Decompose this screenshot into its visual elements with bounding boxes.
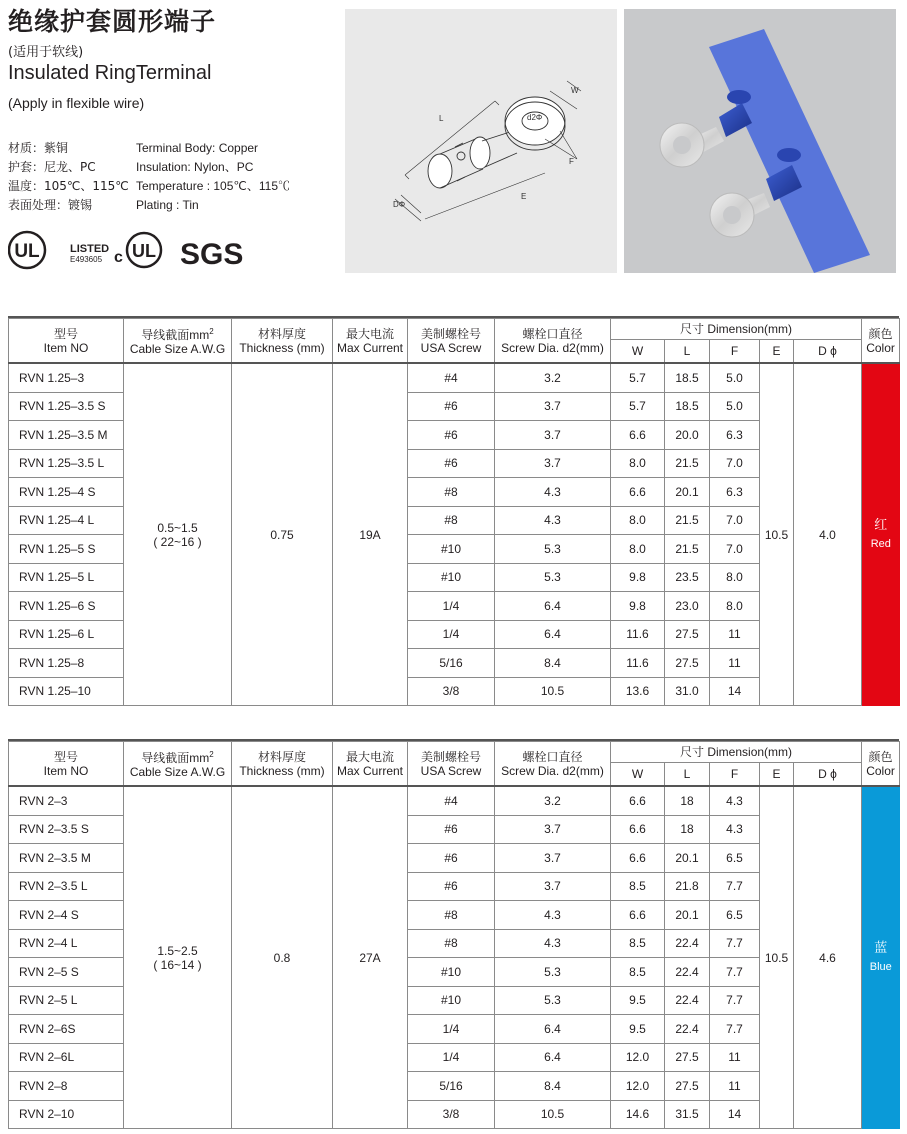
item-no: RVN 2–5 S [9, 958, 124, 987]
dim-f: 5.0 [710, 392, 760, 421]
dim-l: 23.5 [665, 563, 710, 592]
dim-w: 8.5 [611, 929, 665, 958]
cul-c-text: c [114, 249, 123, 266]
dim-l: 20.1 [665, 901, 710, 930]
screw-dia: 8.4 [495, 649, 611, 678]
dim-f: 14 [710, 1100, 760, 1129]
item-no: RVN 2–5 L [9, 986, 124, 1015]
cul-logo-icon [127, 233, 161, 267]
dim-w: 5.7 [611, 392, 665, 421]
dim-w: 8.0 [611, 506, 665, 535]
usa-screw: 1/4 [408, 620, 495, 649]
hd-e: E [760, 763, 794, 787]
dim-l: 18.5 [665, 363, 710, 392]
dim-f: 7.7 [710, 986, 760, 1015]
usa-screw: #8 [408, 506, 495, 535]
hd-color: 颜色 Color [862, 742, 900, 787]
dim-l: 22.4 [665, 958, 710, 987]
dim-f: 6.5 [710, 901, 760, 930]
item-no: RVN 2–6L [9, 1043, 124, 1072]
screw-dia: 4.3 [495, 901, 611, 930]
hd-thickness: 材料厚度 Thickness (mm) [232, 742, 333, 787]
dim-l: 27.5 [665, 620, 710, 649]
dim-f: 11 [710, 649, 760, 678]
dim-w: 9.5 [611, 986, 665, 1015]
hd-current: 最大电流 Max Current [333, 319, 408, 364]
item-no: RVN 1.25–8 [9, 649, 124, 678]
hd-d: D ϕ [794, 340, 862, 364]
dim-w: 8.0 [611, 449, 665, 478]
dim-w: 12.0 [611, 1043, 665, 1072]
dim-f: 4.3 [710, 815, 760, 844]
dim-l: 27.5 [665, 649, 710, 678]
screw-dia: 8.4 [495, 1072, 611, 1101]
table-row [9, 363, 900, 392]
usa-screw: #6 [408, 392, 495, 421]
screw-dia: 3.7 [495, 421, 611, 450]
usa-screw: #6 [408, 421, 495, 450]
dim-w: 6.6 [611, 844, 665, 873]
screw-dia: 3.7 [495, 872, 611, 901]
dim-f: 14 [710, 677, 760, 706]
item-no: RVN 1.25–3.5 S [9, 392, 124, 421]
dim-l: 20.0 [665, 421, 710, 450]
item-no: RVN 1.25–5 L [9, 563, 124, 592]
screw-dia: 10.5 [495, 677, 611, 706]
spec-list-en [136, 139, 290, 215]
dim-l: 21.5 [665, 506, 710, 535]
dim-f: 11 [710, 1043, 760, 1072]
product-photo [624, 9, 896, 273]
spec-list-cn [8, 139, 129, 215]
screw-dia: 5.3 [495, 958, 611, 987]
dim-f: 8.0 [710, 592, 760, 621]
page-title-cn: 绝缘护套圆形端子 [8, 7, 217, 36]
dim-l: 18 [665, 786, 710, 815]
hd-l: L [665, 763, 710, 787]
dim-w: 9.8 [611, 592, 665, 621]
dim-w: 6.6 [611, 901, 665, 930]
diagram-label-l: L [439, 114, 444, 123]
hd-color: 颜色 Color [862, 319, 900, 364]
dim-f: 7.0 [710, 449, 760, 478]
hd-f: F [710, 763, 760, 787]
certification-logos [8, 228, 248, 272]
screw-dia: 4.3 [495, 506, 611, 535]
item-no: RVN 1.25–6 S [9, 592, 124, 621]
item-no: RVN 2–3.5 L [9, 872, 124, 901]
item-no: RVN 1.25–3.5 M [9, 421, 124, 450]
sgs-logo-text: SGS [180, 238, 244, 271]
color-swatch: 蓝 Blue [862, 786, 900, 1129]
item-no: RVN 1.25–6 L [9, 620, 124, 649]
page-subtitle-cn: (适用于软线) [8, 45, 84, 60]
usa-screw: #4 [408, 363, 495, 392]
dim-l: 21.8 [665, 872, 710, 901]
spec-material-en: Terminal Body: Copper [136, 141, 259, 155]
dim-l: 20.1 [665, 844, 710, 873]
dim-f: 8.0 [710, 563, 760, 592]
item-no: RVN 1.25–4 S [9, 478, 124, 507]
screw-dia: 4.3 [495, 929, 611, 958]
thickness: 0.75 [232, 363, 333, 706]
dim-w: 8.0 [611, 535, 665, 564]
dim-f: 6.3 [710, 478, 760, 507]
hd-screw: 美制螺栓号 USA Screw [408, 742, 495, 787]
usa-screw: #10 [408, 986, 495, 1015]
dim-l: 21.5 [665, 535, 710, 564]
ul-logo-text: UL [14, 241, 40, 262]
item-no: RVN 2–3.5 M [9, 844, 124, 873]
item-no: RVN 2–3.5 S [9, 815, 124, 844]
dim-w: 12.0 [611, 1072, 665, 1101]
spec-plating-cn: 表面处理：镀锡 [8, 198, 93, 212]
hd-f: F [710, 340, 760, 364]
dim-l: 23.0 [665, 592, 710, 621]
hd-thickness: 材料厚度 Thickness (mm) [232, 319, 333, 364]
color-swatch: 红 Red [862, 363, 900, 706]
screw-dia: 5.3 [495, 563, 611, 592]
screw-dia: 3.7 [495, 844, 611, 873]
usa-screw: #8 [408, 478, 495, 507]
diagram-label-d: DΦ [393, 200, 406, 209]
screw-dia: 3.7 [495, 449, 611, 478]
usa-screw: #6 [408, 844, 495, 873]
diagram-label-f: F [569, 157, 574, 166]
hd-dia: 螺栓口直径 Screw Dia. d2(mm) [495, 319, 611, 364]
hd-d: D ϕ [794, 763, 862, 787]
item-no: RVN 1.25–5 S [9, 535, 124, 564]
screw-dia: 6.4 [495, 620, 611, 649]
dim-f: 11 [710, 620, 760, 649]
dim-f: 7.7 [710, 958, 760, 987]
item-no: RVN 2–6S [9, 1015, 124, 1044]
hd-dimension: 尺寸 Dimension(mm) [611, 319, 862, 340]
screw-dia: 6.4 [495, 1043, 611, 1072]
page-title-en: Insulated RingTerminal [8, 62, 212, 84]
usa-screw: #8 [408, 929, 495, 958]
item-no: RVN 1.25–4 L [9, 506, 124, 535]
ul-listed-text: LISTED [70, 243, 110, 255]
dim-f: 6.5 [710, 844, 760, 873]
table-row [9, 786, 900, 815]
item-no: RVN 1.25–10 [9, 677, 124, 706]
terminal-diagram [345, 9, 617, 273]
spec-temperature-en: Temperature : 105℃、115℃ [136, 179, 290, 193]
item-no: RVN 2–3 [9, 786, 124, 815]
item-no: RVN 2–4 S [9, 901, 124, 930]
dim-l: 20.1 [665, 478, 710, 507]
spec-insulation-cn: 护套：尼龙、PC [8, 160, 96, 174]
diagram-label-d2: d2Φ [527, 113, 543, 122]
dim-d: 4.0 [794, 363, 862, 706]
dim-f: 7.0 [710, 506, 760, 535]
dim-f: 7.7 [710, 929, 760, 958]
spec-table-blue [8, 741, 900, 1129]
cable-size: 0.5~1.5 ( 22~16 ) [124, 363, 232, 706]
hd-screw: 美制螺栓号 USA Screw [408, 319, 495, 364]
usa-screw: #6 [408, 815, 495, 844]
item-no: RVN 2–8 [9, 1072, 124, 1101]
usa-screw: #8 [408, 901, 495, 930]
spec-temperature-cn: 温度：105℃、115℃ [8, 179, 129, 193]
dim-w: 6.6 [611, 815, 665, 844]
dim-l: 31.0 [665, 677, 710, 706]
spec-table-red [8, 318, 900, 706]
diagram-label-w: W [571, 86, 579, 95]
dim-f: 4.3 [710, 786, 760, 815]
hd-l: L [665, 340, 710, 364]
screw-dia: 5.3 [495, 535, 611, 564]
usa-screw: #10 [408, 563, 495, 592]
dim-e: 10.5 [760, 786, 794, 1129]
dim-e: 10.5 [760, 363, 794, 706]
dim-l: 22.4 [665, 986, 710, 1015]
dim-l: 27.5 [665, 1043, 710, 1072]
dim-w: 14.6 [611, 1100, 665, 1129]
screw-dia: 5.3 [495, 986, 611, 1015]
dim-f: 7.7 [710, 872, 760, 901]
hd-cable: 导线截面$mm^2$ Cable Size A.W.G [124, 742, 232, 787]
screw-dia: 6.4 [495, 592, 611, 621]
dim-f: 7.0 [710, 535, 760, 564]
diagram-label-e: E [521, 192, 527, 201]
item-no: RVN 1.25–3.5 L [9, 449, 124, 478]
usa-screw: #10 [408, 958, 495, 987]
dim-f: 5.0 [710, 363, 760, 392]
ul-number-text: E493605 [70, 255, 103, 264]
dim-l: 31.5 [665, 1100, 710, 1129]
hd-dimension: 尺寸 Dimension(mm) [611, 742, 862, 763]
spec-insulation-en: Insulation: Nylon、PC [136, 160, 254, 174]
dim-l: 22.4 [665, 1015, 710, 1044]
max-current: 19A [333, 363, 408, 706]
hd-w: W [611, 763, 665, 787]
hd-current: 最大电流 Max Current [333, 742, 408, 787]
dim-f: 11 [710, 1072, 760, 1101]
item-no: RVN 2–4 L [9, 929, 124, 958]
dim-w: 8.5 [611, 958, 665, 987]
dim-w: 11.6 [611, 649, 665, 678]
dim-w: 9.8 [611, 563, 665, 592]
usa-screw: 1/4 [408, 592, 495, 621]
dim-d: 4.6 [794, 786, 862, 1129]
dim-l: 22.4 [665, 929, 710, 958]
screw-dia: 4.3 [495, 478, 611, 507]
dim-l: 18 [665, 815, 710, 844]
screw-dia: 3.7 [495, 815, 611, 844]
hd-dia: 螺栓口直径 Screw Dia. d2(mm) [495, 742, 611, 787]
page-subtitle-en: (Apply in flexible wire) [8, 95, 145, 111]
dim-l: 27.5 [665, 1072, 710, 1101]
dim-w: 13.6 [611, 677, 665, 706]
spec-plating-en: Plating : Tin [136, 198, 199, 212]
screw-dia: 3.7 [495, 392, 611, 421]
dim-l: 21.5 [665, 449, 710, 478]
dim-w: 6.6 [611, 421, 665, 450]
hd-model: 型号 Item NO [9, 319, 124, 364]
usa-screw: 5/16 [408, 649, 495, 678]
screw-dia: 3.2 [495, 786, 611, 815]
hd-e: E [760, 340, 794, 364]
usa-screw: #6 [408, 449, 495, 478]
dim-w: 8.5 [611, 872, 665, 901]
usa-screw: 5/16 [408, 1072, 495, 1101]
usa-screw: 1/4 [408, 1043, 495, 1072]
dim-w: 6.6 [611, 478, 665, 507]
usa-screw: 1/4 [408, 1015, 495, 1044]
item-no: RVN 2–10 [9, 1100, 124, 1129]
usa-screw: #4 [408, 786, 495, 815]
usa-screw: 3/8 [408, 1100, 495, 1129]
ul-logo-icon [9, 232, 45, 268]
thickness: 0.8 [232, 786, 333, 1129]
item-no: RVN 1.25–3 [9, 363, 124, 392]
cul-logo-text: UL [132, 241, 156, 261]
spec-material-cn: 材质：紫铜 [8, 141, 69, 155]
dim-f: 6.3 [710, 421, 760, 450]
hd-w: W [611, 340, 665, 364]
dim-f: 7.7 [710, 1015, 760, 1044]
dim-w: 11.6 [611, 620, 665, 649]
screw-dia: 6.4 [495, 1015, 611, 1044]
screw-dia: 3.2 [495, 363, 611, 392]
dim-w: 6.6 [611, 786, 665, 815]
usa-screw: #10 [408, 535, 495, 564]
dim-w: 5.7 [611, 363, 665, 392]
dim-l: 18.5 [665, 392, 710, 421]
usa-screw: #6 [408, 872, 495, 901]
screw-dia: 10.5 [495, 1100, 611, 1129]
max-current: 27A [333, 786, 408, 1129]
hd-cable: 导线截面$mm^2$ Cable Size A.W.G [124, 319, 232, 364]
usa-screw: 3/8 [408, 677, 495, 706]
dim-w: 9.5 [611, 1015, 665, 1044]
cable-size: 1.5~2.5 ( 16~14 ) [124, 786, 232, 1129]
hd-model: 型号 Item NO [9, 742, 124, 787]
